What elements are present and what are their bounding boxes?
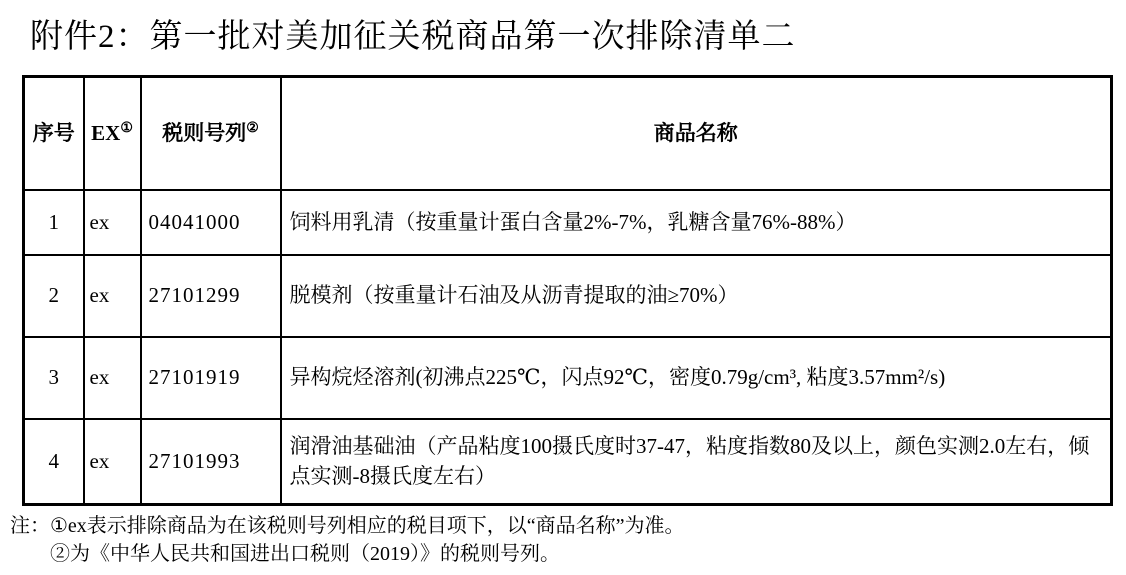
column-header-ex [84, 77, 141, 190]
tariff-code-cell: 27101299 [141, 255, 281, 337]
serial-number-cell: 3 [24, 337, 84, 419]
column-header-ex-label: EX [91, 121, 121, 146]
footnotes [10, 513, 685, 568]
serial-number-cell: 1 [24, 190, 84, 255]
column-header-tariff-code [141, 77, 281, 190]
ex-cell: ex [84, 337, 141, 419]
column-header-serial-number-label: 序号 [32, 121, 75, 146]
table-row [24, 190, 1112, 255]
tariff-code-cell: 27101993 [141, 419, 281, 505]
footnote-line-2: ②为《中华人民共和国进出口税则（2019）》的税则号列。 [50, 542, 560, 565]
ex-cell: ex [84, 419, 141, 505]
product-name-cell: 异构烷烃溶剂(初沸点225℃，闪点92℃，密度0.79g/cm³, 粘度3.57mm²/s) [281, 337, 1112, 419]
ex-cell: ex [84, 190, 141, 255]
tariff-code-cell: 27101919 [141, 337, 281, 419]
column-header-product-name [281, 77, 1112, 190]
page-title: 附件2：第一批对美加征关税商品第一次排除清单二 [30, 19, 796, 55]
column-header-product-name-label: 商品名称 [653, 121, 738, 146]
exclusion-list-table [22, 75, 1113, 506]
ex-cell: ex [84, 255, 141, 337]
table-header-row [24, 77, 1112, 190]
serial-number-cell: 2 [24, 255, 84, 337]
footnote-line-1: ①ex表示排除商品为在该税则号列相应的税目项下，以“商品名称”为准。 [50, 515, 685, 537]
product-name-cell: 脱模剂（按重量计石油及从沥青提取的油≥70%） [281, 255, 1112, 337]
table-row [24, 255, 1112, 337]
footnote-marker-1: ① [120, 121, 133, 137]
column-header-tariff-code-label: 税则号列 [162, 121, 247, 146]
footnote-prefix: 注： [10, 515, 50, 537]
product-name-cell: 润滑油基础油（产品粘度100摄氏度时37-47，粘度指数80及以上，颜色实测2.0左右，倾点实测-8摄氏度左右） [281, 419, 1112, 505]
product-name-cell: 饲料用乳清（按重量计蛋白含量2%-7%，乳糖含量76%-88%） [281, 190, 1112, 255]
serial-number-cell: 4 [24, 419, 84, 505]
footnote-marker-2: ② [246, 121, 259, 137]
tariff-code-cell: 04041000 [141, 190, 281, 255]
column-header-serial-number [24, 77, 84, 190]
table-row [24, 419, 1112, 505]
table-row [24, 337, 1112, 419]
